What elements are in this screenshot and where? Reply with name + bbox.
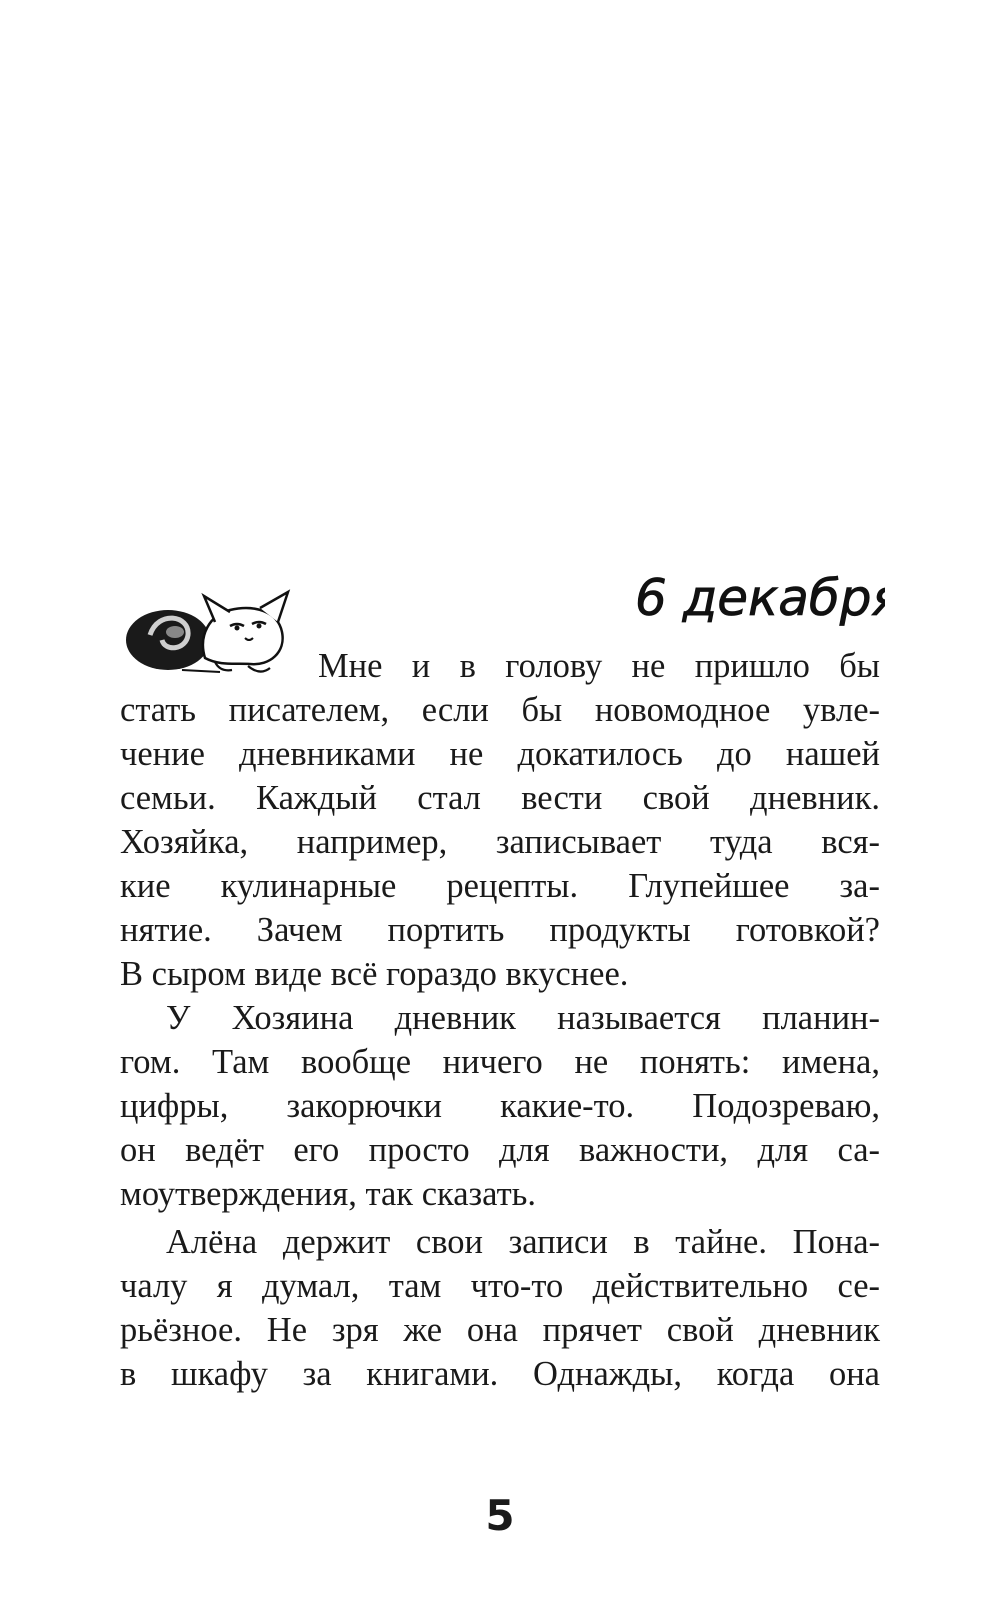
text-line: нятие. Зачем портить продукты готовкой? <box>120 911 880 949</box>
cat-with-ball-icon <box>120 580 300 690</box>
text-line: чалу я думал, там что-то действительно се- <box>120 1267 880 1305</box>
text-line: кие кулинарные рецепты. Глупейшее за- <box>120 867 880 905</box>
text-line: стать писателем, если бы новомодное увле- <box>120 691 880 729</box>
text-line: моутверждения, так сказать. <box>120 1175 537 1213</box>
text-line: в шкафу за книгами. Однажды, когда она <box>120 1355 880 1393</box>
text-line: чение дневниками не докатилось до нашей <box>120 735 880 773</box>
text-line: он ведёт его просто для важности, для са- <box>120 1131 880 1169</box>
text-line: гом. Там вообще ничего не понять: имена, <box>120 1043 880 1081</box>
page-number: 5 <box>485 1491 515 1540</box>
text-line: В сыром виде всё гораздо вкуснее. <box>120 955 629 993</box>
date-heading-text: 6 декабря <box>635 569 885 627</box>
text-line: Хозяйка, например, записывает туда вся- <box>120 823 880 861</box>
text-line: семьи. Каждый стал вести свой дневник. <box>120 779 880 817</box>
text-line: рьёзное. Не зря же она прячет свой дневник <box>120 1311 880 1349</box>
text-line: цифры, закорючки какие-то. Подозреваю, <box>120 1087 880 1125</box>
text-line: У Хозяина дневник называется планин- <box>166 999 880 1037</box>
text-line: Мне и в голову не пришло бы <box>318 647 880 685</box>
text-line: Алёна держит свои записи в тайне. Пона- <box>166 1223 880 1261</box>
